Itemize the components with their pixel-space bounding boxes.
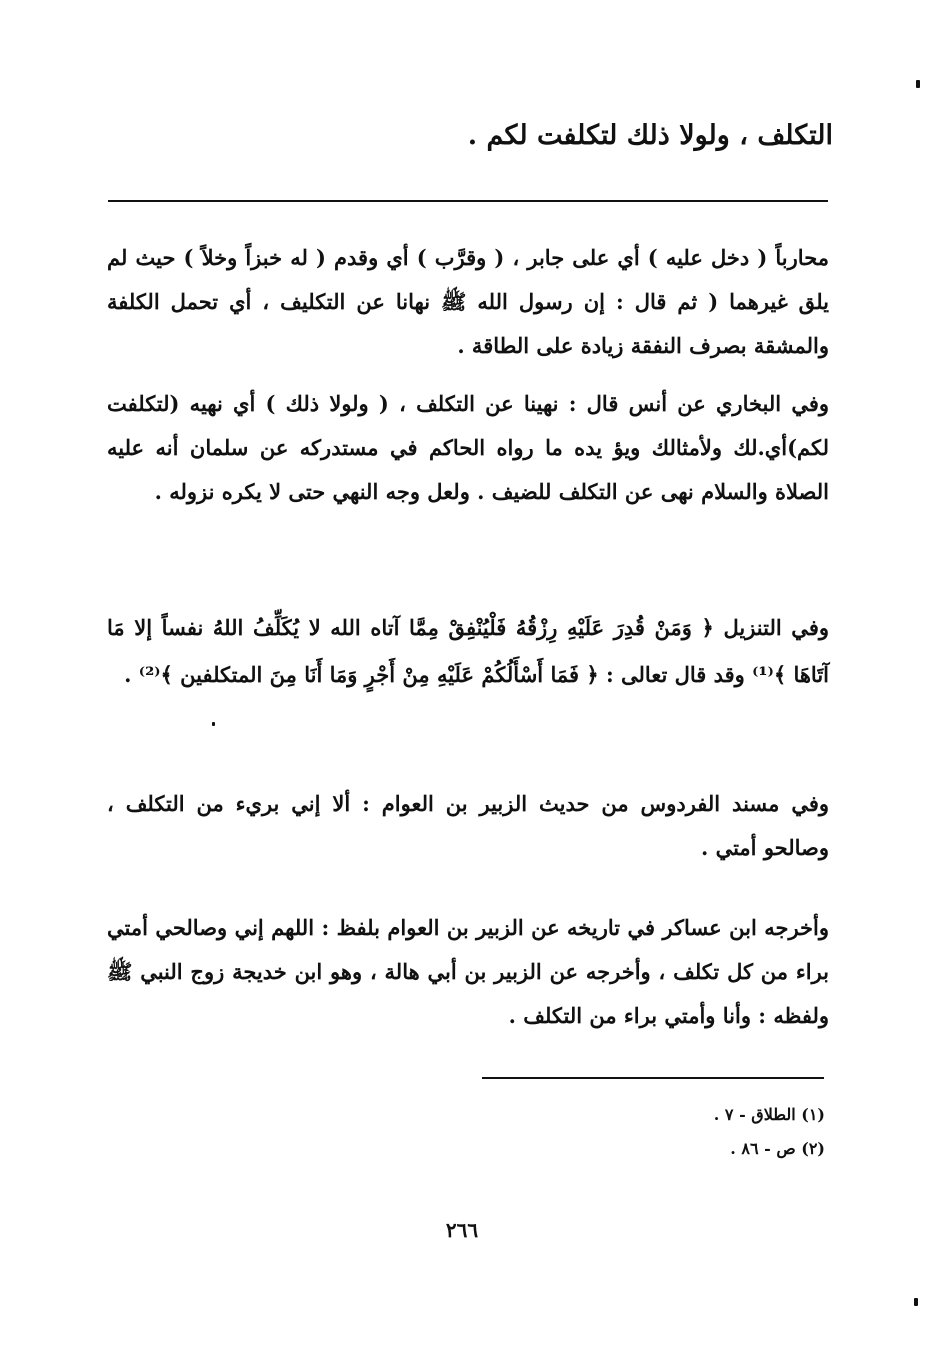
paragraph-4: وفي مسند الفردوس من حديث الزبير بن العوام : ألا إني بريء من التكلف ، وصالحو أمتي . <box>107 791 829 860</box>
scan-speck <box>914 1298 918 1306</box>
header-divider <box>108 200 828 202</box>
carryover-line: التكلف ، ولولا ذلك لتكلفت لكم . <box>467 120 833 151</box>
footnotes <box>485 1098 825 1166</box>
page-number: ٢٦٦ <box>445 1218 479 1242</box>
scan-speck <box>212 722 215 726</box>
scan-speck <box>916 80 920 88</box>
paragraph-5: وأخرجه ابن عساكر في تاريخه عن الزبير بن العوام بلفظ : اللهم إني وصالحي أمتي براء من كل تكلف ، وأخرجه عن الزبير بن أبي هالة ، وهو ابن خديجة زوج النبي ﷺ ولفظه : وأنا وأمتي براء من التكلف . <box>107 915 829 1028</box>
paragraph-3: وفي التنزيل ﴿ وَمَنْ قُدِرَ عَلَيْهِ رِزْقُهُ فَلْيُنْفِقْ مِمَّا آتاه الله لا يُكَلِّفُ اللهُ نفساً إلا مَا آتَاهَا ﴾⁽¹⁾ وقد قال تعالى : ﴿ فَمَا أَسْأَلُكُمْ عَلَيْهِ مِنْ أَجْرٍ وَمَا أَنَا مِنَ المتكلفين ﴾⁽²⁾ . <box>107 615 829 687</box>
footnote-1: (١) الطلاق - ٧ . <box>713 1105 825 1124</box>
paragraph-2: وفي البخاري عن أنس قال : نهينا عن التكلف ، ( ولولا ذلك ) أي نهيه (لتكلفت لكم)أي.لك ولأمثالك ويؤ يده ما رواه الحاكم في مستدركه عن سلمان أنه عليه الصلاة والسلام نهى عن التكلف للضيف . ولعل وجه النهي حتى لا يكره نزوله . <box>107 391 829 504</box>
paragraph-1: محارباً ( دخل عليه ) أي على جابر ، ( وقرَّب ) أي وقدم ( له خبزاً وخلاً ) حيث لم يلق غيرهما ( ثم قال : إن رسول الله ﷺ نهانا عن التكليف ، أي تحمل الكلفة والمشقة بصرف النفقة زيادة على الطاقة . <box>107 245 829 358</box>
footnote-divider <box>482 1077 824 1079</box>
footnote-2: (٢) ص - ٨٦ . <box>730 1139 825 1158</box>
